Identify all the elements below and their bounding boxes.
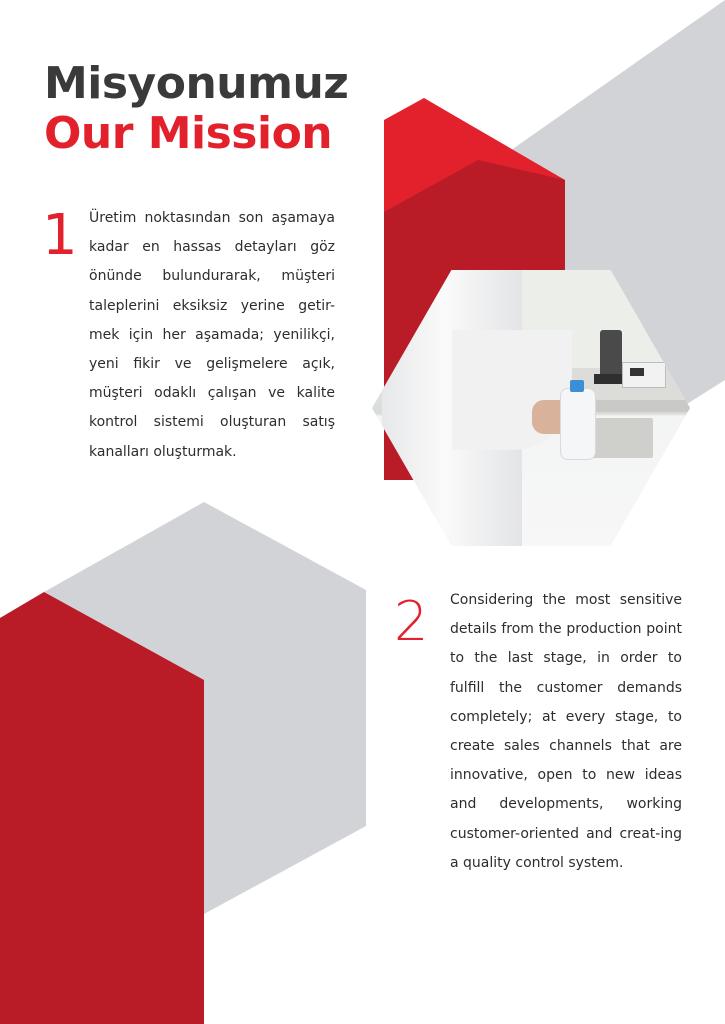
page-title-english: Our Mission	[44, 108, 333, 159]
item-number-1: 1	[42, 203, 78, 268]
mission-text-turkish: Üretim noktasından son aşamaya kadar en hassas detayları göz önünde bulundurarak, müşteri taleplerini eksiksiz yerine getir-mek için her aşamada; yenilikçi, yeni fikir ve gelişmelere açık, müşteri odaklı çalışan ve kalite kontrol sistemi oluşturan satış kanalları oluşturmak.	[89, 210, 335, 460]
page-title-turkish: Misyonumuz	[44, 58, 349, 109]
item-number-2: 2	[394, 590, 429, 653]
mission-text-english: Considering the most sensitive details from the production point to the last stage, in order to fulfill the customer demands completely; at every stage, to create sales channels that are innovative, open to new ideas and developments, working customer-oriented and creat-ing a quality control system.	[450, 592, 682, 871]
